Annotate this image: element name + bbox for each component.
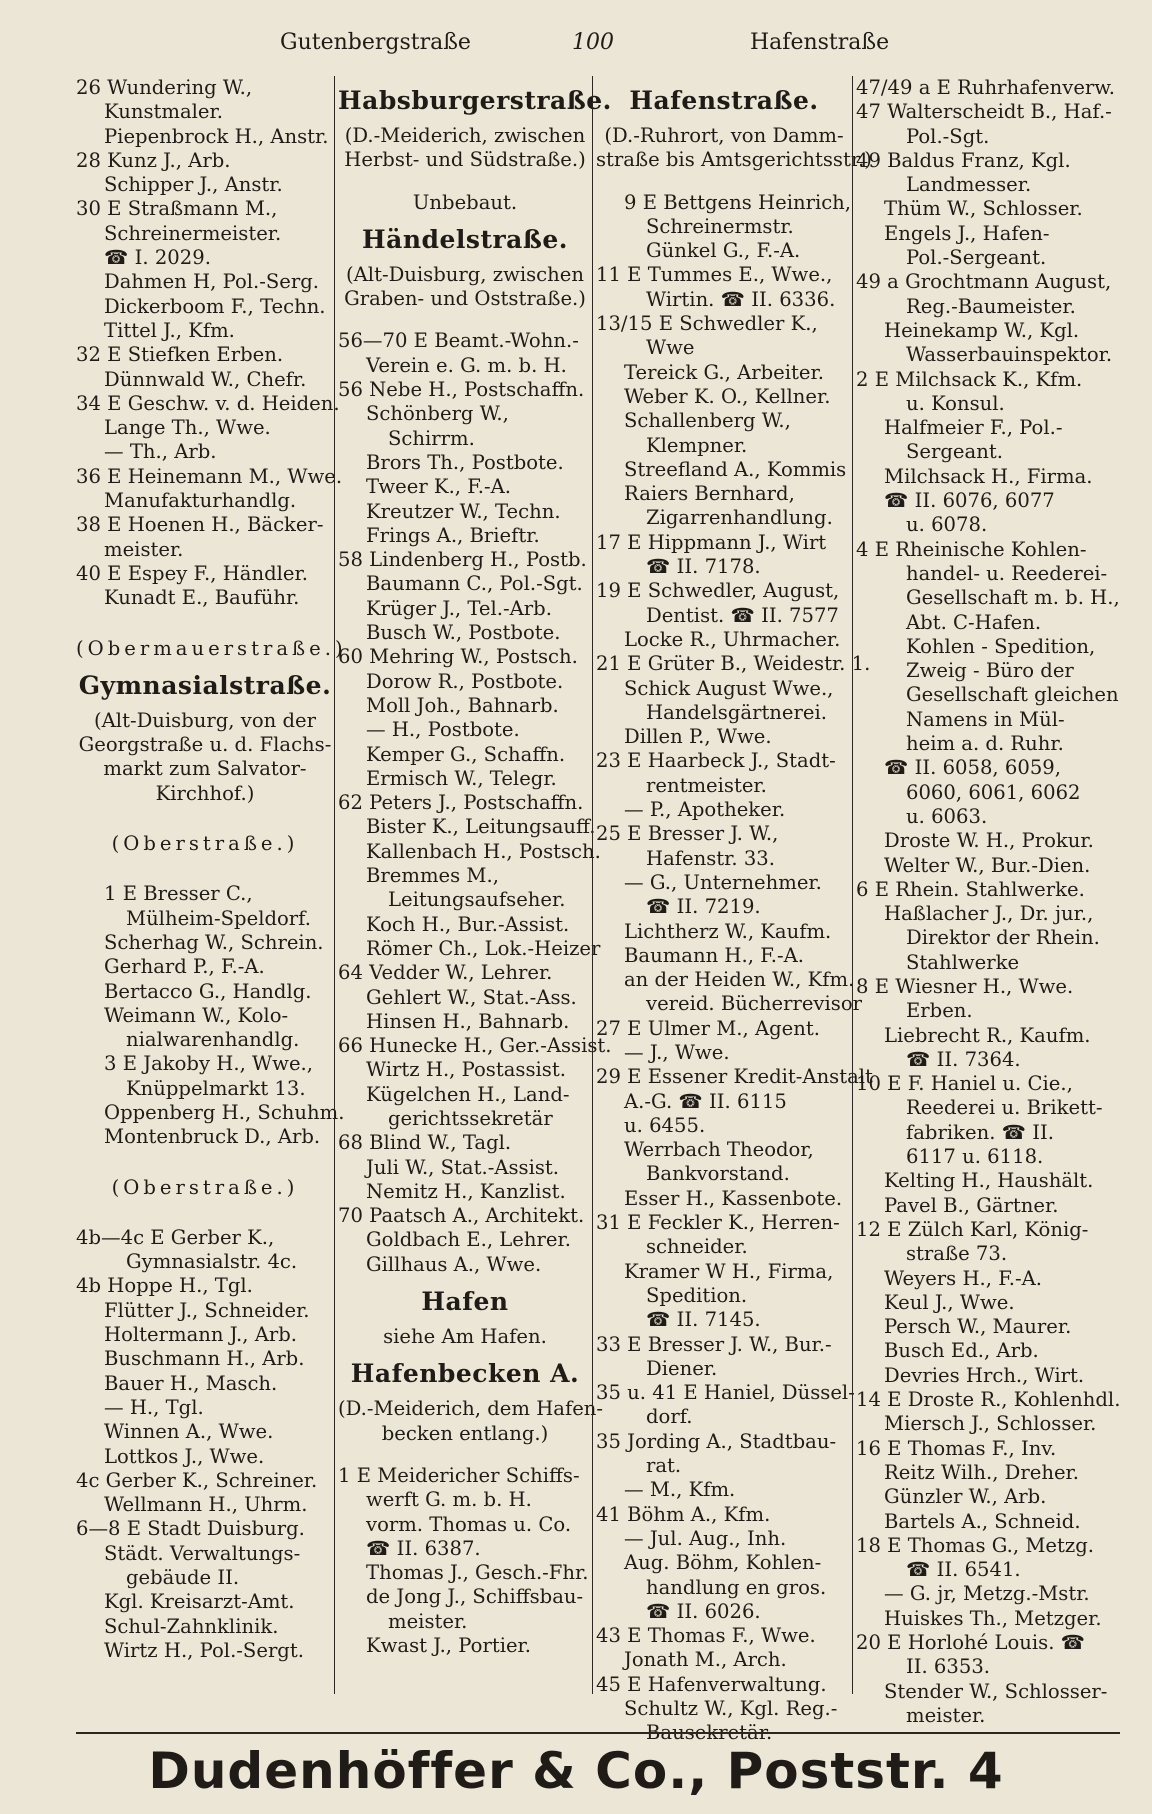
street-note: (D.-Meiderich, dem Hafen- — [338, 1397, 604, 1421]
directory-entry: Thomas J., Gesch.-Fhr. — [366, 1561, 589, 1585]
directory-entry: 66 Hunecke H., Ger.-Assist. — [338, 1034, 612, 1058]
directory-entry: Raiers Bernhard, — [624, 482, 795, 506]
street-heading: Händelstraße. — [362, 224, 568, 254]
running-head — [0, 28, 1152, 68]
column-3 — [596, 76, 873, 1745]
directory-entry: Montenbruck D., Arb. — [104, 1125, 321, 1149]
footer-rule — [76, 1732, 1120, 1734]
directory-entry: Gesellschaft m. b. H., — [906, 586, 1120, 610]
directory-entry: Streefland A., Kommis — [624, 457, 847, 481]
directory-entry: ☎ II. 6058, 6059, — [884, 756, 1061, 780]
directory-entry: 25 E Bresser J. W., — [596, 822, 779, 846]
directory-entry: 38 E Hoenen H., Bäcker- — [76, 513, 324, 537]
directory-entry: Frings A., Brieftr. — [366, 523, 540, 547]
directory-entry: meister. — [388, 1609, 468, 1633]
street-note: becken entlang.) — [381, 1421, 549, 1445]
directory-entry: Schul-Zahnklinik. — [104, 1614, 279, 1638]
directory-entry: 41 Böhm A., Kfm. — [596, 1502, 771, 1526]
directory-entry: nialwarenhandlg. — [126, 1028, 300, 1052]
directory-entry: Dillen P., Wwe. — [624, 725, 772, 749]
directory-entry: Bister K., Leitungsauff. — [366, 815, 596, 839]
column-2 — [338, 76, 612, 1696]
directory-entry: Gerhard P., F.-A. — [104, 955, 265, 979]
spacer — [76, 806, 334, 824]
street-note: siehe Am Hafen. — [383, 1325, 547, 1349]
directory-entry: 2 E Milchsack K., Kfm. — [856, 367, 1083, 391]
directory-entry: Mülheim-Speldorf. — [126, 906, 311, 930]
spacer — [338, 173, 592, 191]
directory-entry: Dorow R., Postbote. — [366, 669, 564, 693]
directory-entry: — H., Postbote. — [366, 718, 520, 742]
directory-entry: ☎ II. 6076, 6077 — [884, 489, 1055, 513]
directory-entry: Bremmes M., — [366, 864, 499, 888]
street-note: Kirchhof.) — [155, 781, 255, 805]
directory-entry: 45 E Hafenverwaltung. — [596, 1672, 827, 1696]
directory-entry: Weimann W., Kolo- — [104, 1003, 289, 1027]
directory-entry: 47/49 a E Ruhrhafenverw. — [856, 76, 1115, 99]
directory-entry: 21 E Grüter B., Weidestr. 1. — [596, 652, 871, 676]
directory-entry: fabriken. ☎ II. — [906, 1120, 1054, 1144]
directory-entry: Kunstmaler. — [104, 100, 223, 124]
spacer — [76, 864, 334, 882]
directory-entry: 49 Baldus Franz, Kgl. — [856, 148, 1071, 172]
street-note: (D.-Meiderich, zwischen — [344, 124, 586, 147]
directory-entry: Brors Th., Postbote. — [366, 450, 564, 474]
directory-entry: Kemper G., Schaffn. — [366, 742, 566, 766]
directory-entry: Stahlwerke — [906, 950, 1020, 974]
directory-entry: 68 Blind W., Tagl. — [338, 1131, 512, 1155]
directory-entry: Schirrm. — [388, 426, 475, 450]
directory-entry: Bertacco G., Handlg. — [104, 979, 312, 1003]
directory-entry: Wwe — [646, 336, 695, 360]
directory-entry: vereid. Bücherrevisor — [646, 992, 862, 1016]
directory-entry: Erben. — [906, 999, 973, 1023]
directory-entry: Goldbach E., Lehrer. — [366, 1228, 571, 1252]
directory-entry: Moll Joh., Bahnarb. — [366, 693, 559, 717]
directory-entry: 4c Gerber K., Schreiner. — [76, 1468, 318, 1492]
directory-entry: gebäude II. — [126, 1566, 240, 1590]
directory-entry: 4 E Rheinische Kohlen- — [856, 537, 1087, 561]
directory-entry: 30 E Straßmann M., — [76, 197, 278, 221]
directory-entry: 4b—4c E Gerber K., — [76, 1225, 275, 1249]
directory-entry: — M., Kfm. — [624, 1478, 736, 1502]
directory-entry: Wellmann H., Uhrm. — [104, 1493, 308, 1517]
directory-entry: ☎ II. 6541. — [906, 1558, 1021, 1582]
directory-entry: Kelting H., Haushält. — [884, 1169, 1094, 1193]
directory-entry: Flütter J., Schneider. — [104, 1298, 310, 1322]
directory-entry: u. 6063. — [906, 804, 988, 828]
directory-entry: 43 E Thomas F., Wwe. — [596, 1624, 816, 1648]
directory-entry: 8 E Wiesner H., Wwe. — [856, 974, 1074, 998]
directory-entry: 10 E F. Haniel u. Cie., — [856, 1072, 1073, 1096]
street-heading: Hafen — [421, 1287, 509, 1317]
cross-street: (Obermauerstraße.) — [76, 636, 347, 660]
directory-entry: vorm. Thomas u. Co. — [366, 1512, 572, 1536]
directory-entry: Schultz W., Kgl. Reg.- — [624, 1697, 838, 1720]
directory-entry: 9 E Bettgens Heinrich, — [624, 190, 852, 214]
directory-entry: 60 Mehring W., Postsch. — [338, 645, 578, 669]
directory-entry: Schick August Wwe., — [624, 676, 834, 700]
directory-entry: Tittel J., Kfm. — [104, 318, 235, 342]
directory-entry: Engels J., Hafen- — [884, 221, 1050, 245]
directory-entry: Verein e. G. m. b. H. — [366, 353, 567, 377]
directory-entry: 47 Walterscheidt B., Haf.- — [856, 100, 1112, 124]
directory-entry: 29 E Essener Kredit-Anstalt — [596, 1065, 873, 1089]
directory-entry: Dentist. ☎ II. 7577 — [646, 603, 839, 627]
directory-entry: 6117 u. 6118. — [906, 1145, 1044, 1169]
directory-entry: u. Konsul. — [906, 391, 1005, 415]
street-note: straße bis Amtsgerichtsstr.) — [596, 148, 872, 172]
directory-entry: Piepenbrock H., Anstr. — [104, 124, 329, 148]
directory-entry: Baumann H., F.-A. — [624, 943, 804, 967]
directory-entry: 1 E Bresser C., — [104, 882, 253, 906]
directory-entry: heim a. d. Ruhr. — [906, 732, 1064, 756]
directory-entry: rat. — [646, 1454, 682, 1478]
street-note: (Alt-Duisburg, zwischen — [346, 262, 584, 286]
directory-entry: Juli W., Stat.-Assist. — [366, 1155, 560, 1179]
directory-entry: 23 E Haarbeck J., Stadt- — [596, 749, 836, 773]
directory-entry: Heinekamp W., Kgl. — [884, 318, 1080, 342]
directory-entry: Milchsack H., Firma. — [884, 464, 1093, 488]
directory-entry: Kallenbach H., Postsch. — [366, 839, 601, 863]
directory-entry: 26 Wundering W., — [76, 76, 253, 99]
street-note: (Alt-Duisburg, von der — [94, 708, 316, 732]
cross-street: (Oberstraße.) — [111, 1175, 299, 1199]
directory-entry: werft G. m. b. H. — [366, 1488, 532, 1512]
directory-entry: Manufakturhandlg. — [104, 489, 297, 513]
directory-entry: ☎ II. 7178. — [646, 555, 761, 579]
directory-entry: Werrbach Theodor, — [624, 1138, 814, 1162]
directory-entry: 13/15 E Schwedler K., — [596, 312, 818, 336]
directory-entry: Haßlacher J., Dr. jur., — [884, 902, 1094, 926]
header-right-street: Hafenstraße — [750, 30, 890, 55]
directory-entry: Weyers H., F.-A. — [884, 1266, 1042, 1290]
directory-entry: 19 E Schwedler, August, — [596, 579, 840, 603]
directory-entry: — P., Apotheker. — [624, 798, 786, 822]
directory-entry: Schreinermeister. — [104, 221, 282, 245]
directory-entry: Welter W., Bur.-Dien. — [884, 853, 1091, 877]
directory-entry: 6060, 6061, 6062 — [906, 780, 1081, 804]
directory-entry: Lottkos J., Wwe. — [104, 1444, 265, 1468]
directory-entry: handel- u. Reederei- — [906, 561, 1108, 585]
directory-entry: Leitungsaufseher. — [388, 888, 566, 912]
directory-entry: 64 Vedder W., Lehrer. — [338, 961, 553, 985]
directory-entry: 6—8 E Stadt Duisburg. — [76, 1517, 305, 1541]
directory-entry: 35 u. 41 E Haniel, Düssel- — [596, 1381, 855, 1405]
directory-entry: Weber K. O., Kellner. — [624, 384, 831, 408]
column-1 — [76, 76, 347, 1696]
directory-entry: ☎ II. 7364. — [906, 1047, 1021, 1071]
directory-entry: Nemitz H., Kanzlist. — [366, 1179, 566, 1203]
directory-entry: Hafenstr. 33. — [646, 846, 775, 870]
directory-entry: 14 E Droste R., Kohlenhdl. — [856, 1388, 1121, 1412]
directory-entry: Zigarrenhandlung. — [646, 506, 833, 530]
directory-entry: 27 E Ulmer M., Agent. — [596, 1016, 820, 1040]
directory-entry: Klempner. — [646, 433, 748, 457]
street-note: (D.-Ruhrort, von Damm- — [604, 124, 844, 147]
directory-entry: 56—70 E Beamt.-Wohn.- — [338, 329, 579, 353]
directory-entry: Scherhag W., Schrein. — [104, 930, 324, 954]
directory-entry: 6 E Rhein. Stahlwerke. — [856, 877, 1085, 901]
directory-entry: Schönberg W., — [366, 402, 509, 426]
directory-entry: Abt. C-Hafen. — [906, 610, 1042, 634]
directory-entry: Dahmen H, Pol.-Serg. — [104, 270, 320, 294]
directory-entry: an der Heiden W., Kfm. — [624, 968, 855, 992]
directory-entry: Kgl. Kreisarzt-Amt. — [104, 1590, 295, 1614]
directory-entry: — H., Tgl. — [104, 1395, 204, 1419]
directory-entry: Schallenberg W., — [624, 409, 791, 433]
directory-entry: Devries Hrch., Wirt. — [884, 1363, 1085, 1387]
page-number: 100 — [572, 30, 614, 55]
directory-entry: gerichtssekretär — [388, 1106, 553, 1130]
directory-entry: Thüm W., Schlosser. — [884, 197, 1083, 221]
directory-entry: Römer Ch., Lok.-Heizer — [366, 936, 601, 960]
spacer — [338, 311, 592, 329]
directory-entry: Esser H., Kassenbote. — [624, 1186, 843, 1210]
column-divider — [592, 76, 593, 1694]
directory-entry: 4b Hoppe H., Tgl. — [76, 1274, 253, 1298]
directory-entry: Koch H., Bur.-Assist. — [366, 912, 570, 936]
directory-entry: 62 Peters J., Postschaffn. — [338, 791, 584, 815]
directory-entry: Bankvorstand. — [646, 1162, 790, 1186]
directory-entry: Bauer H., Masch. — [104, 1371, 278, 1395]
directory-entry: 56 Nebe H., Postschaffn. — [338, 378, 585, 402]
directory-entry: ☎ II. 7145. — [646, 1308, 761, 1332]
directory-entry: Reederei u. Brikett- — [906, 1096, 1103, 1120]
directory-entry: 36 E Heinemann M., Wwe. — [76, 464, 343, 488]
directory-entry: Hinsen H., Bahnarb. — [366, 1009, 570, 1033]
directory-entry: 3 E Jakoby H., Wwe., — [104, 1052, 314, 1076]
directory-entry: Gillhaus A., Wwe. — [366, 1252, 542, 1276]
directory-entry: Gesellschaft gleichen — [906, 683, 1119, 707]
column-4 — [856, 76, 1121, 1727]
directory-entry: 35 Jording A., Stadtbau- — [596, 1429, 837, 1453]
directory-entry: Keul J., Wwe. — [884, 1290, 1015, 1314]
directory-entry: Reitz Wilh., Dreher. — [884, 1460, 1079, 1484]
column-divider — [852, 76, 853, 1694]
street-heading: Gymnasialstraße. — [78, 670, 332, 700]
directory-entry: Diener. — [646, 1356, 718, 1380]
directory-entry: Baumann C., Pol.-Sgt. — [366, 572, 583, 596]
directory-entry: Gymnasialstr. 4c. — [126, 1250, 298, 1274]
directory-entry: — Jul. Aug., Inh. — [624, 1526, 787, 1550]
directory-entry: Persch W., Maurer. — [884, 1315, 1072, 1339]
directory-entry: Oppenberg H., Schuhm. — [104, 1100, 345, 1124]
directory-entry: Tweer K., F.-A. — [366, 475, 512, 499]
directory-entry: handlung en gros. — [646, 1575, 827, 1599]
directory-entry: 16 E Thomas F., Inv. — [856, 1436, 1057, 1460]
directory-entry: — Th., Arb. — [104, 440, 217, 464]
directory-entry: Tereick G., Arbeiter. — [624, 360, 824, 384]
directory-entry: Ermisch W., Telegr. — [366, 766, 557, 790]
directory-entry: Gehlert W., Stat.-Ass. — [366, 985, 577, 1009]
directory-entry: Dickerboom F., Techn. — [104, 294, 326, 318]
directory-entry: Kwast J., Portier. — [366, 1634, 531, 1658]
cross-street: (Oberstraße.) — [111, 832, 299, 856]
spacer — [76, 1150, 334, 1168]
street-note: Georgstraße u. d. Flachs- — [78, 733, 332, 757]
directory-entry: — G., Unternehmer. — [624, 870, 822, 894]
directory-entry: Kramer W H., Firma, — [624, 1259, 834, 1283]
directory-entry: 17 E Hippmann J., Wirt — [596, 530, 827, 554]
directory-entry: Bartels A., Schneid. — [884, 1509, 1081, 1533]
directory-entry: Landmesser. — [906, 173, 1032, 197]
directory-entry: Holtermann J., Arb. — [104, 1323, 298, 1347]
directory-entry: meister. — [104, 537, 184, 561]
directory-entry: Lange Th., Wwe. — [104, 416, 271, 440]
directory-entry: Kügelchen H., Land- — [366, 1082, 570, 1106]
header-left-street: Gutenbergstraße — [280, 30, 471, 55]
directory-entry: Wasserbauinspektor. — [906, 343, 1113, 367]
directory-entry: Stender W., Schlosser- — [884, 1679, 1108, 1703]
directory-entry: Busch W., Postbote. — [366, 621, 561, 645]
directory-entry: 20 E Horlohé Louis. ☎ — [856, 1631, 1086, 1654]
directory-entry: Busch Ed., Arb. — [884, 1339, 1039, 1363]
directory-entry: Pol.-Sgt. — [906, 124, 990, 148]
footer-advertisement: Dudenhöffer & Co., Poststr. 4 — [148, 1742, 1004, 1800]
directory-entry: Lichtherz W., Kaufm. — [624, 919, 832, 943]
directory-entry: dorf. — [646, 1405, 693, 1429]
spacer — [76, 1208, 334, 1226]
directory-entry: Reg.-Baumeister. — [906, 294, 1076, 318]
directory-entry: 31 E Feckler K., Herren- — [596, 1211, 840, 1235]
directory-entry: Sergeant. — [906, 440, 1003, 464]
directory-entry: Winnen A., Wwe. — [104, 1420, 274, 1444]
directory-entry: Günzler W., Arb. — [884, 1485, 1047, 1509]
directory-entry: ☎ II. 7219. — [646, 895, 761, 919]
directory-entry: Städt. Verwaltungs- — [104, 1541, 301, 1565]
directory-entry: Buschmann H., Arb. — [104, 1347, 305, 1371]
directory-entry: 1 E Meidericher Schiffs- — [338, 1463, 580, 1487]
street-heading: Hafenbecken A. — [350, 1359, 580, 1389]
street-note: markt zum Salvator- — [103, 757, 307, 781]
directory-entry: Pol.-Sergeant. — [906, 246, 1047, 270]
street-heading: Hafenstraße. — [629, 86, 819, 115]
directory-entry: Direktor der Rhein. — [906, 926, 1100, 950]
directory-entry: Dünnwald W., Chefr. — [104, 367, 307, 391]
street-note: Herbst- und Südstraße.) — [344, 148, 586, 172]
directory-entry: 32 E Stiefken Erben. — [76, 343, 284, 367]
directory-entry: Knüppelmarkt 13. — [126, 1076, 306, 1100]
directory-entry: Zweig - Büro der — [906, 659, 1074, 683]
directory-entry: Pavel B., Gärtner. — [884, 1193, 1059, 1217]
directory-entry: Kreutzer W., Techn. — [366, 499, 561, 523]
column-divider — [334, 76, 335, 1694]
directory-entry: 70 Paatsch A., Architekt. — [338, 1204, 585, 1228]
directory-entry: 49 a Grochtmann August, — [856, 270, 1112, 294]
street-note: Unbebaut. — [412, 190, 518, 214]
directory-entry: 11 E Tummes E., Wwe., — [596, 263, 833, 287]
spacer — [596, 173, 852, 191]
directory-entry: 33 E Bresser J. W., Bur.- — [596, 1332, 832, 1356]
directory-entry: 58 Lindenberg H., Postb. — [338, 548, 587, 572]
directory-entry: Schreinermstr. — [646, 214, 794, 238]
directory-entry: Wirtz H., Postassist. — [366, 1058, 566, 1082]
directory-entry: Halfmeier F., Pol.- — [884, 416, 1063, 440]
directory-entry: Kohlen - Spedition, — [906, 634, 1096, 658]
directory-entry: — G. jr, Metzg.-Mstr. — [884, 1582, 1090, 1606]
directory-entry: Bausekretär. — [646, 1721, 773, 1745]
directory-entry: II. 6353. — [906, 1655, 991, 1679]
directory-entry: Schipper J., Anstr. — [104, 173, 283, 197]
directory-entry: 40 E Espey F., Händler. — [76, 561, 308, 585]
directory-entry: Huiskes Th., Metzger. — [884, 1606, 1102, 1630]
spacer — [76, 611, 334, 629]
directory-entry: 18 E Thomas G., Metzg. — [856, 1533, 1094, 1557]
directory-entry: straße 73. — [906, 1242, 1008, 1266]
directory-entry: de Jong J., Schiffsbau- — [366, 1585, 584, 1609]
directory-entry: Droste W. H., Prokur. — [884, 829, 1094, 853]
directory-entry: 28 Kunz J., Arb. — [76, 148, 231, 172]
directory-entry: Liebrecht R., Kaufm. — [884, 1023, 1091, 1047]
directory-entry: Namens in Mül- — [906, 707, 1065, 731]
directory-entry: Miersch J., Schlosser. — [884, 1412, 1097, 1436]
directory-entry: Jonath M., Arch. — [624, 1648, 787, 1672]
directory-entry: u. 6078. — [906, 513, 988, 537]
directory-entry: ☎ I. 2029. — [104, 246, 211, 270]
directory-entry: 34 E Geschw. v. d. Heiden. — [76, 391, 340, 415]
directory-entry: Kunadt E., Bauführ. — [104, 586, 300, 610]
directory-entry: Krüger J., Tel.-Arb. — [366, 596, 552, 620]
directory-entry: A.-G. ☎ II. 6115 — [624, 1089, 787, 1113]
directory-entry: Günkel G., F.-A. — [646, 239, 801, 263]
directory-entry: Wirtin. ☎ II. 6336. — [646, 287, 836, 311]
street-heading: Habsburgerstraße. — [338, 86, 612, 115]
directory-entry: Locke R., Uhrmacher. — [624, 627, 841, 651]
directory-entry: Handelsgärtnerei. — [646, 700, 827, 724]
directory-entry: schneider. — [646, 1235, 748, 1259]
spacer — [338, 1446, 592, 1464]
directory-entry: ☎ II. 6387. — [366, 1536, 481, 1560]
directory-entry: Wirtz H., Pol.-Sergt. — [104, 1638, 304, 1662]
directory-entry: 12 E Zülch Karl, König- — [856, 1217, 1089, 1241]
directory-entry: ☎ II. 6026. — [646, 1599, 761, 1623]
directory-entry: u. 6455. — [624, 1113, 706, 1137]
directory-entry: Aug. Böhm, Kohlen- — [624, 1551, 822, 1575]
directory-entry: meister. — [906, 1703, 986, 1727]
directory-entry: Spedition. — [646, 1283, 748, 1307]
street-note: Graben- und Oststraße.) — [344, 287, 586, 311]
directory-entry: rentmeister. — [646, 773, 767, 797]
directory-entry: — J., Wwe. — [624, 1040, 730, 1064]
